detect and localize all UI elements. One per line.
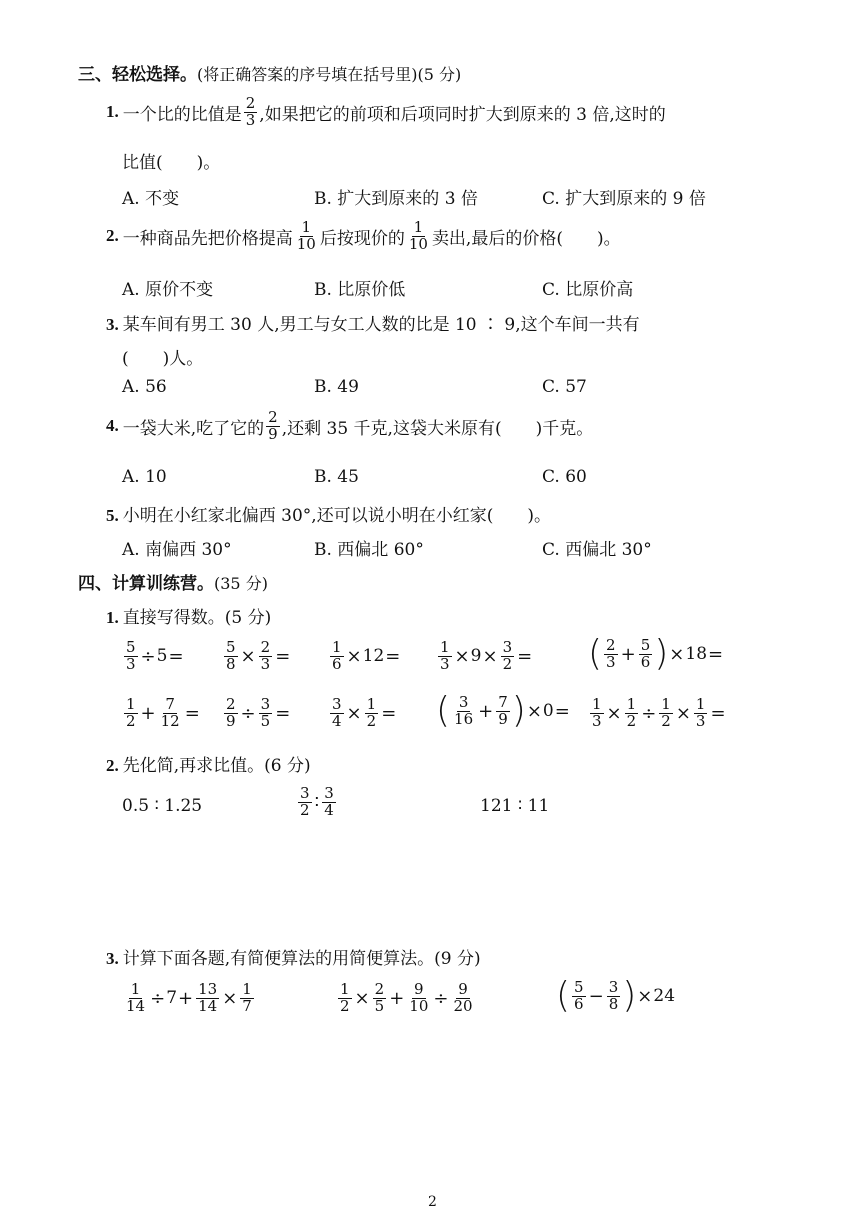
numerator: 1 bbox=[413, 218, 424, 236]
numerator: 1 bbox=[366, 695, 377, 713]
numerator: 3 bbox=[332, 695, 342, 713]
q2-option-a: A. 原价不变 bbox=[122, 280, 214, 300]
denominator: 6 bbox=[574, 994, 584, 1013]
plus-sign: + bbox=[478, 700, 494, 722]
denominator: 7 bbox=[242, 996, 252, 1015]
denominator: 9 bbox=[226, 711, 236, 730]
right-paren: ) bbox=[511, 690, 526, 731]
denominator: 6 bbox=[640, 652, 651, 671]
fraction bbox=[625, 697, 639, 730]
section-4-note: (35 分) bbox=[214, 574, 268, 593]
part-number: 3. bbox=[106, 949, 119, 968]
numerator: 9 bbox=[414, 980, 424, 998]
calc-expression-3 bbox=[328, 640, 401, 673]
part-text: 直接写得数。(5 分) bbox=[122, 608, 272, 628]
part-3-heading bbox=[106, 944, 481, 969]
numerator: 1 bbox=[242, 980, 252, 998]
multiply-sign: × bbox=[346, 702, 362, 724]
fraction bbox=[259, 697, 273, 730]
denominator: 2 bbox=[366, 711, 377, 730]
multiply-sign: × bbox=[222, 987, 238, 1009]
denominator: 3 bbox=[245, 110, 256, 129]
numerator: 9 bbox=[458, 980, 468, 998]
denominator: 5 bbox=[260, 711, 271, 730]
multiply-sign: × bbox=[637, 985, 653, 1007]
multiply-sign: × bbox=[675, 702, 691, 724]
denominator: 3 bbox=[695, 711, 706, 730]
numerator: 2 bbox=[606, 635, 616, 654]
question-text: 小明在小红家北偏西 30°,还可以说小明在小红家( )。 bbox=[122, 506, 551, 526]
q5-option-a: A. 南偏西 30° bbox=[122, 540, 232, 560]
denominator: 3 bbox=[260, 654, 271, 673]
fraction bbox=[330, 697, 344, 730]
numerator: 2 bbox=[260, 638, 271, 656]
calc-expression-5 bbox=[588, 633, 724, 674]
equals-sign: = bbox=[275, 702, 291, 724]
ratio-sign: ∶ bbox=[314, 791, 320, 813]
part-text: 计算下面各题,有简便算法的用简便算法。(9 分) bbox=[122, 949, 481, 969]
denominator: 12 bbox=[160, 711, 180, 730]
question-text: 一袋大米,吃了它的 bbox=[122, 418, 265, 439]
question-text: ,还剩 35 千克,这袋大米原有( )千克。 bbox=[281, 418, 594, 439]
numerator: 3 bbox=[324, 784, 334, 802]
divide-sign: ÷ bbox=[240, 702, 256, 724]
denominator: 2 bbox=[502, 654, 513, 673]
denominator: 2 bbox=[126, 711, 136, 730]
calc-expression-1 bbox=[122, 640, 185, 673]
number: 9 bbox=[470, 646, 482, 667]
fraction bbox=[224, 640, 238, 673]
q5-option-b: B. 西偏北 60° bbox=[314, 540, 424, 560]
q4-option-a: A. 10 bbox=[122, 467, 167, 487]
denominator: 3 bbox=[126, 654, 136, 673]
denominator: 3 bbox=[440, 654, 450, 673]
question-5 bbox=[106, 501, 551, 526]
denominator: 9 bbox=[268, 424, 278, 443]
calc-expression-6 bbox=[122, 697, 201, 730]
q2-option-c: C. 比原价高 bbox=[542, 280, 634, 300]
question-3-continued: ( )人。 bbox=[122, 349, 204, 369]
plus-sign: + bbox=[389, 987, 405, 1009]
numerator: 3 bbox=[608, 977, 619, 996]
plus-sign: + bbox=[140, 702, 156, 724]
denominator: 2 bbox=[661, 711, 671, 730]
denominator: 9 bbox=[498, 709, 508, 728]
calc-expression-2 bbox=[222, 640, 291, 673]
fraction bbox=[259, 640, 273, 673]
multiply-sign: × bbox=[354, 987, 370, 1009]
part-1-heading bbox=[106, 603, 271, 628]
fraction bbox=[266, 410, 280, 443]
number: 5 bbox=[156, 646, 168, 667]
fraction bbox=[590, 697, 604, 730]
fraction bbox=[365, 697, 379, 730]
denominator: 4 bbox=[324, 800, 334, 819]
number: 7 bbox=[166, 988, 178, 1009]
fraction bbox=[501, 640, 515, 673]
section-3-note: (将正确答案的序号填在括号里)(5 分) bbox=[197, 65, 462, 84]
simplify-expression-3 bbox=[556, 975, 676, 1016]
plus-sign: + bbox=[620, 643, 636, 665]
fraction bbox=[438, 640, 452, 673]
numerator: 1 bbox=[126, 695, 136, 713]
number: 24 bbox=[653, 986, 676, 1006]
denominator: 10 bbox=[296, 234, 316, 253]
left-paren: ( bbox=[556, 975, 571, 1016]
denominator: 14 bbox=[198, 996, 218, 1015]
question-4 bbox=[106, 410, 593, 443]
divide-sign: ÷ bbox=[150, 987, 166, 1009]
numerator: 2 bbox=[268, 408, 278, 426]
section-4-title: 四、计算训练营。 bbox=[78, 574, 214, 594]
equals-sign: = bbox=[168, 645, 184, 667]
section-3-heading bbox=[78, 60, 461, 85]
part-number: 2. bbox=[106, 756, 119, 775]
fraction bbox=[496, 692, 510, 728]
question-text: 后按现价的 bbox=[319, 228, 405, 249]
question-text: ,如果把它的前项和后项同时扩大到原来的 3 倍,这时的 bbox=[259, 104, 666, 125]
fraction bbox=[694, 697, 708, 730]
fraction bbox=[298, 786, 312, 819]
fraction bbox=[607, 977, 621, 1013]
denominator: 10 bbox=[408, 234, 428, 253]
number: 12 bbox=[362, 646, 385, 667]
equals-sign: = bbox=[554, 700, 570, 722]
denominator: 3 bbox=[592, 711, 602, 730]
fraction bbox=[338, 982, 352, 1015]
fraction bbox=[322, 786, 336, 819]
numerator: 1 bbox=[661, 695, 671, 713]
page-number: 2 bbox=[428, 1194, 437, 1210]
equals-sign: = bbox=[385, 645, 401, 667]
numerator: 3 bbox=[502, 638, 513, 656]
multiply-sign: × bbox=[606, 702, 622, 724]
plus-sign: + bbox=[178, 987, 194, 1009]
fraction bbox=[240, 982, 254, 1015]
numerator: 2 bbox=[226, 695, 236, 713]
fraction bbox=[373, 982, 387, 1015]
question-1 bbox=[106, 96, 666, 129]
equals-sign: = bbox=[708, 643, 724, 665]
equals-sign: = bbox=[381, 702, 397, 724]
numerator: 3 bbox=[300, 784, 310, 802]
question-1-continued: 比值( )。 bbox=[122, 153, 221, 173]
fraction bbox=[124, 982, 147, 1015]
q3-option-c: C. 57 bbox=[542, 377, 587, 397]
numerator: 1 bbox=[695, 695, 706, 713]
right-paren: ) bbox=[622, 975, 637, 1016]
numerator: 7 bbox=[165, 695, 175, 713]
numerator: 2 bbox=[245, 94, 256, 112]
denominator: 10 bbox=[409, 996, 429, 1015]
numerator: 2 bbox=[374, 980, 385, 998]
left-paren: ( bbox=[436, 690, 451, 731]
numerator: 1 bbox=[332, 638, 342, 656]
denominator: 2 bbox=[300, 800, 310, 819]
q1-option-c: C. 扩大到原来的 9 倍 bbox=[542, 189, 706, 209]
question-text: 卖出,最后的价格( )。 bbox=[431, 228, 621, 249]
minus-sign: − bbox=[588, 985, 604, 1007]
fraction bbox=[295, 220, 318, 253]
fraction bbox=[224, 697, 238, 730]
question-text: 一个比的比值是 bbox=[122, 104, 242, 125]
fraction bbox=[407, 220, 430, 253]
fraction bbox=[196, 982, 219, 1015]
denominator: 8 bbox=[608, 994, 619, 1013]
numerator: 1 bbox=[440, 638, 450, 656]
question-2 bbox=[106, 220, 621, 253]
section-3-title: 三、轻松选择。 bbox=[78, 65, 197, 85]
question-number: 4. bbox=[106, 416, 119, 436]
denominator: 3 bbox=[606, 652, 616, 671]
ratio-1: 0.5 ∶ 1.25 bbox=[122, 796, 203, 816]
ratio-2 bbox=[296, 786, 338, 819]
multiply-sign: × bbox=[526, 700, 542, 722]
multiply-sign: × bbox=[482, 645, 498, 667]
fraction bbox=[572, 977, 586, 1013]
equals-sign: = bbox=[710, 702, 726, 724]
part-2-heading bbox=[106, 751, 311, 776]
multiply-sign: × bbox=[669, 643, 685, 665]
q4-option-b: B. 45 bbox=[314, 467, 359, 487]
multiply-sign: × bbox=[454, 645, 470, 667]
numerator: 5 bbox=[574, 977, 584, 996]
denominator: 6 bbox=[332, 654, 342, 673]
fraction bbox=[330, 640, 344, 673]
fraction bbox=[159, 697, 182, 730]
question-3 bbox=[106, 310, 640, 335]
q3-option-b: B. 49 bbox=[314, 377, 359, 397]
question-number: 2. bbox=[106, 226, 119, 246]
q2-option-b: B. 比原价低 bbox=[314, 280, 406, 300]
q1-option-a: A. 不变 bbox=[122, 189, 180, 209]
divide-sign: ÷ bbox=[140, 645, 156, 667]
q4-option-c: C. 60 bbox=[542, 467, 587, 487]
number: 18 bbox=[685, 644, 708, 664]
section-4-heading bbox=[78, 569, 268, 594]
left-paren: ( bbox=[588, 633, 603, 674]
fraction bbox=[407, 982, 430, 1015]
fraction bbox=[244, 96, 258, 129]
numerator: 1 bbox=[130, 980, 141, 998]
part-text: 先化简,再求比值。(6 分) bbox=[122, 756, 311, 776]
numerator: 1 bbox=[301, 218, 312, 236]
numerator: 3 bbox=[458, 692, 469, 711]
numerator: 5 bbox=[640, 635, 651, 654]
calc-expression-9 bbox=[436, 690, 571, 731]
fraction bbox=[451, 982, 474, 1015]
simplify-expression-1 bbox=[122, 982, 256, 1015]
denominator: 4 bbox=[332, 711, 342, 730]
question-number: 5. bbox=[106, 506, 119, 525]
numerator: 1 bbox=[626, 695, 637, 713]
question-number: 3. bbox=[106, 315, 119, 334]
fraction bbox=[604, 635, 618, 671]
fraction bbox=[452, 692, 475, 728]
fraction bbox=[639, 635, 653, 671]
q3-option-a: A. 56 bbox=[122, 377, 167, 397]
right-paren: ) bbox=[654, 633, 669, 674]
equals-sign: = bbox=[517, 645, 533, 667]
multiply-sign: × bbox=[240, 645, 256, 667]
numerator: 5 bbox=[226, 638, 236, 656]
equals-sign: = bbox=[275, 645, 291, 667]
fraction bbox=[124, 640, 138, 673]
numerator: 1 bbox=[592, 695, 602, 713]
numerator: 1 bbox=[340, 980, 350, 998]
equals-sign: = bbox=[184, 702, 200, 724]
part-number: 1. bbox=[106, 608, 119, 627]
q5-option-c: C. 西偏北 30° bbox=[542, 540, 652, 560]
question-number: 1. bbox=[106, 102, 119, 122]
denominator: 2 bbox=[340, 996, 350, 1015]
numerator: 5 bbox=[126, 638, 136, 656]
divide-sign: ÷ bbox=[641, 702, 657, 724]
number: 0 bbox=[542, 701, 554, 721]
calc-expression-10 bbox=[588, 697, 727, 730]
ratio-3: 121 ∶ 11 bbox=[480, 796, 550, 816]
numerator: 7 bbox=[498, 692, 508, 711]
numerator: 13 bbox=[198, 980, 218, 998]
denominator: 8 bbox=[226, 654, 236, 673]
numerator: 3 bbox=[260, 695, 271, 713]
fraction bbox=[659, 697, 673, 730]
denominator: 2 bbox=[626, 711, 637, 730]
denominator: 14 bbox=[126, 996, 146, 1015]
calc-expression-4 bbox=[436, 640, 533, 673]
multiply-sign: × bbox=[346, 645, 362, 667]
calc-expression-8 bbox=[328, 697, 397, 730]
simplify-expression-2 bbox=[336, 982, 477, 1015]
denominator: 5 bbox=[374, 996, 385, 1015]
denominator: 20 bbox=[453, 996, 473, 1015]
question-text: 某车间有男工 30 人,男工与女工人数的比是 10 ∶ 9,这个车间一共有 bbox=[122, 315, 640, 335]
q1-option-b: B. 扩大到原来的 3 倍 bbox=[314, 189, 478, 209]
fraction bbox=[124, 697, 138, 730]
denominator: 16 bbox=[454, 709, 474, 728]
question-text: 一种商品先把价格提高 bbox=[122, 228, 293, 249]
divide-sign: ÷ bbox=[433, 987, 449, 1009]
calc-expression-7 bbox=[222, 697, 291, 730]
